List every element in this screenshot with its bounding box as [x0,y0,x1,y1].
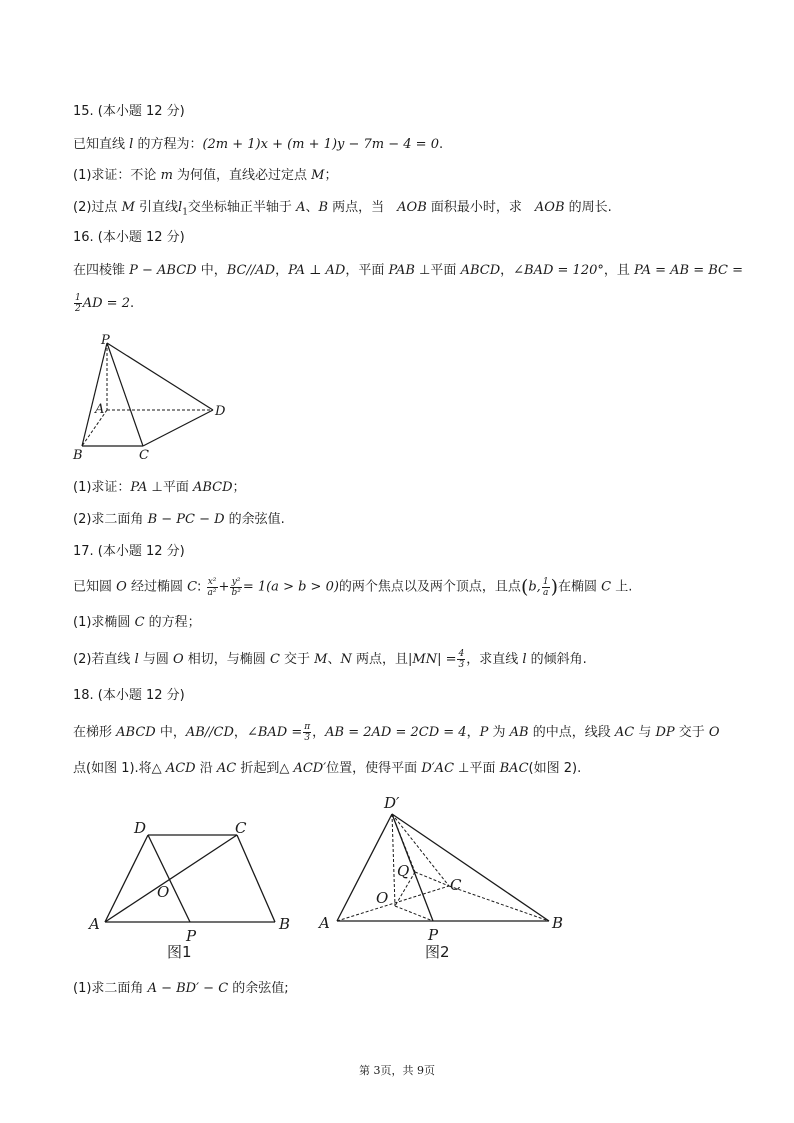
q17-part1: (1)求椭圆 C 的方程； [73,615,201,630]
q18-stem-line2: 点(如图 1).将△ ACD 沿 AC 折起到△ ACD′位置，使得平面 D′AC ⊥平面 BAC(如图 2). [73,761,582,776]
q15-part1: (1)求证：不论 m 为何值，直线必过定点 M； [73,168,338,183]
fraction-half: $\frac{1}{2}$ [75,293,81,314]
q16-stem-line1: 在四棱锥 P − ABCD 中，BC//AD，PA ⊥ AD，平面 PAB ⊥平面 ABCD，∠BAD = 120°，且 PA = AB = BC = [73,263,743,278]
q18-header: 18. (本小题 12 分) [73,688,185,703]
q16-pyramid-figure [70,330,240,465]
fraction-pi-3: $\frac{\pi}{3}$ [304,722,311,743]
fig1-label-b: B [279,915,291,933]
q18-figure2-tetrahedron [312,790,582,964]
fig2-label-p: P [428,926,439,944]
fig2-caption: 图2 [425,943,450,961]
vertex-label-d: D [215,404,226,419]
q18-part1: (1)求二面角 A − BD′ − C 的余弦值; [73,981,289,996]
q15-equation: (2m + 1)x + (m + 1)y − 7m − 4 = 0 [202,137,439,152]
q16-stem-line2: $\frac{1}{2}$ AD = 2. [75,293,135,314]
fig1-label-d: D [134,819,147,837]
q16-part2: (2)求二面角 B − PC − D 的余弦值. [73,512,285,527]
vertex-label-p: P [101,333,110,348]
fig2-label-o: O [376,889,389,907]
fraction-4-3: $\frac{4}{3}$ [458,649,465,670]
page-footer: 第 3页，共 9页 [359,1064,435,1077]
vertex-label-c: C [139,448,149,463]
fig2-label-b: B [552,914,564,932]
q18-figure1-trapezoid [85,812,300,964]
vertex-label-a: A [95,402,105,417]
vertex-label-b: B [73,448,83,463]
fig2-label-q: Q [397,862,410,880]
q17-stem: 已知圆 O 经过椭圆 C: $\frac{\text{x²}}{\text{a²}}$ + $\frac{\text{y²}}{\text{b²}}$ = 1(a > b > 0)的两个焦点以及两个顶点，且点(b, $\frac{1}{a}$ )在椭圆 C 上. [73,576,633,598]
fig1-label-a: A [89,915,100,933]
fig1-label-o: O [157,883,170,901]
fraction-x2-a2: $\frac{\text{x²}}{\text{a²}}$ [207,576,217,598]
fraction-1-a: $\frac{1}{a}$ [542,576,549,598]
fig1-label-c: C [235,819,247,837]
fraction-y2-b2: $\frac{\text{y²}}{\text{b²}}$ [231,576,241,598]
fig1-label-p: P [186,927,197,945]
fig2-label-a: A [319,914,330,932]
q17-header: 17. (本小题 12 分) [73,544,185,559]
q17-part2: (2)若直线 l 与圆 O 相切，与椭圆 C 交于 M、N 两点，且|MN| = $\frac{4}{3}$ ，求直线 l 的倾斜角. [73,649,587,670]
q15-stem: 已知直线 l 的方程为：(2m + 1)x + (m + 1)y − 7m − 4 = 0. [73,137,444,152]
q16-header: 16. (本小题 12 分) [73,230,185,245]
q15-header: 15. (本小题 12 分) [73,104,185,119]
q15-part2: (2)过点 M 引直线$l_1$交坐标轴正半轴于 A、B 两点，当 AOB 面积最小时，求 AOB 的周长. [73,200,612,218]
fig2-label-c: C [450,876,462,894]
fig2-label-d-prime: D′ [384,794,400,812]
fig1-caption: 图1 [167,943,192,961]
q16-part1: (1)求证：PA ⊥平面 ABCD； [73,480,246,495]
q18-stem-line1: 在梯形 ABCD 中，AB//CD，∠BAD = $\frac{\pi}{3}$ ，AB = 2AD = 2CD = 4，P 为 AB 的中点，线段 AC 与 DP 交于 O [73,722,720,743]
